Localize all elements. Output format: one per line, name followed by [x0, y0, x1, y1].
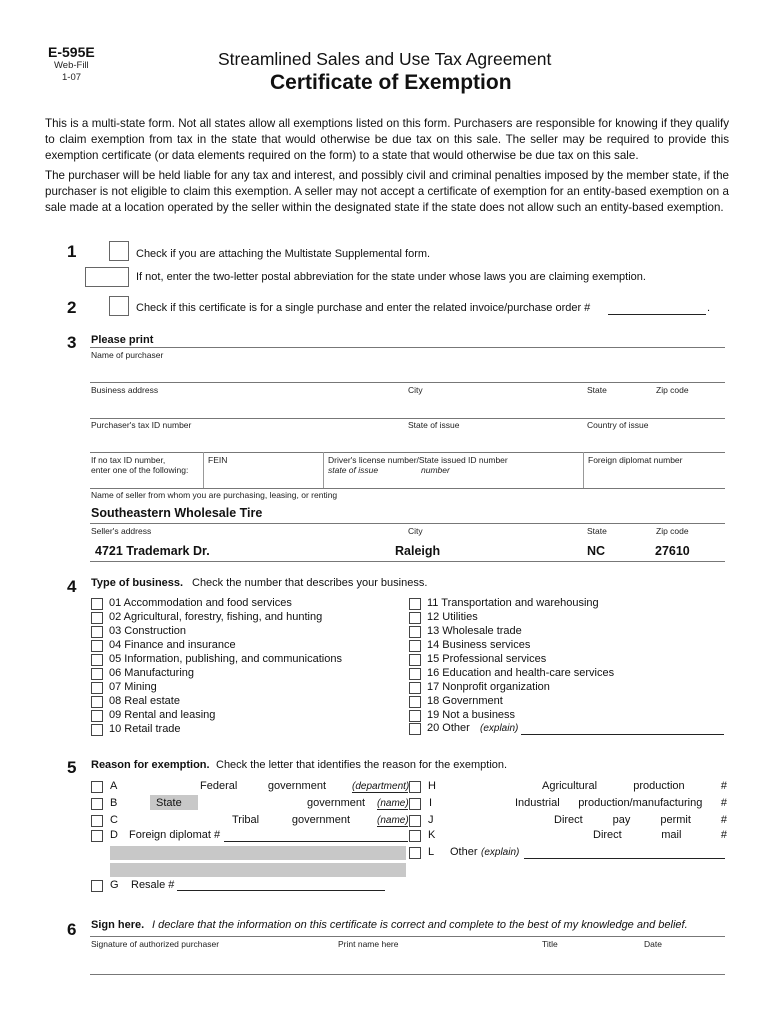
reason-b-word-1: State [156, 797, 182, 809]
reason-i-checkbox[interactable] [409, 798, 421, 810]
declaration-text: I declare that the information on this certificate is correct and complete to the best of my knowledge and belief. [152, 919, 688, 931]
reason-j-word-1: Direct [554, 814, 583, 826]
reason-j-text [554, 814, 727, 826]
business-type-checkbox-13[interactable] [409, 626, 421, 638]
form-id: E-595E [48, 44, 95, 60]
business-type-checkbox-12[interactable] [409, 612, 421, 624]
business-type-label-4: 04 Finance and insurance [109, 639, 236, 651]
date-label: Date [644, 939, 662, 949]
business-type-checkbox-17[interactable] [409, 682, 421, 694]
business-type-label-18: 18 Government [427, 695, 503, 707]
business-type-checkbox-18[interactable] [409, 696, 421, 708]
reason-b-field[interactable] [377, 809, 408, 810]
reason-k-word-2: mail [661, 829, 682, 841]
reason-h-checkbox[interactable] [409, 781, 421, 793]
id-divider-1 [203, 452, 204, 488]
signature-label: Signature of authorized purchaser [91, 939, 220, 949]
business-type-instruction: Check the number that describes your business. [192, 577, 428, 589]
reason-a-letter: A [110, 780, 118, 792]
seller-address-line [90, 561, 725, 562]
state-abbreviation-label: If not, enter the two-letter postal abbreviation for the state under whose laws you are claiming exemption. [136, 271, 646, 283]
seller-name-label: Name of seller from whom you are purchasing, leasing, or renting [91, 490, 338, 500]
business-type-checkbox-6[interactable] [91, 668, 103, 680]
reason-i-letter: I [429, 797, 433, 809]
reason-instruction: Check the letter that identifies the reason for the exemption. [216, 759, 508, 771]
sign-here-heading: Sign here. [91, 919, 145, 931]
reason-c-paren: (name) [377, 815, 409, 826]
reason-k-letter: K [428, 829, 436, 841]
business-type-checkbox-8[interactable] [91, 696, 103, 708]
tax-id-field[interactable] [90, 418, 725, 419]
signature-top-line [90, 936, 725, 937]
reason-b-letter: B [110, 797, 118, 809]
reason-h-word-3: # [720, 780, 727, 792]
multistate-supplemental-label: Check if you are attaching the Multistate Supplemental form. [136, 248, 431, 260]
intro-paragraph-2: The purchaser will be held liable for any tax and interest, and possibly civil and criminal penalties imposed by the member state, if the purchaser is not eligible to claim this exemption. A seller may not accept a certificate of exemption for an entity-based exemption on a sale made at a location operated by the seller within the designated state if the state does not allow such an entity-based exemption. [45, 169, 729, 214]
business-type-20-label: 20 Other [427, 722, 470, 734]
reason-i-word-2: production/manufacturing [578, 797, 703, 809]
seller-address-value[interactable]: 4721 Trademark Dr. [95, 544, 210, 558]
single-purchase-checkbox[interactable] [109, 296, 129, 316]
country-of-issue-label: Country of issue [587, 420, 649, 430]
reason-j-word-2: pay [612, 814, 631, 826]
business-type-label-10: 10 Retail trade [109, 723, 181, 735]
form-variant: Web-Fill [54, 60, 89, 71]
reason-d-letter: D [110, 829, 118, 841]
title-label: Title [542, 939, 558, 949]
reason-i-word-3: # [720, 797, 727, 809]
signature-field[interactable] [90, 974, 725, 975]
business-type-checkbox-15[interactable] [409, 654, 421, 666]
reason-h-word-1: Agricultural [542, 780, 598, 792]
invoice-number-field[interactable] [608, 314, 706, 315]
intro-paragraph-1: This is a multi-state form. Not all states allow all exemptions listed on this form. Purchasers are responsible for knowing if they qualify to claim exemption from tax in the state that would otherwise be due tax on this sale. The seller may be required to provide this exemption certificate (or data elements required on the form) to a state that would otherwise be due tax on this sale. [45, 117, 729, 162]
seller-name-value[interactable]: Southeastern Wholesale Tire [91, 506, 263, 520]
business-type-other-field[interactable] [521, 734, 724, 735]
section-1-number: 1 [67, 242, 77, 261]
section-6-number: 6 [67, 920, 77, 939]
reason-k-checkbox[interactable] [409, 830, 421, 842]
business-type-label-14: 14 Business services [427, 639, 531, 651]
business-type-label-13: 13 Wholesale trade [427, 625, 522, 637]
reason-l-explain: (explain) [481, 847, 520, 858]
state-of-issue-label: State of issue [408, 420, 460, 430]
reason-a-checkbox[interactable] [91, 781, 103, 793]
tax-id-label: Purchaser's tax ID number [91, 420, 192, 430]
business-type-label-6: 06 Manufacturing [109, 667, 194, 679]
id-divider-3 [583, 452, 584, 488]
business-type-label-7: 07 Mining [109, 681, 157, 693]
business-state-label: State [587, 385, 607, 395]
reason-d-field[interactable] [224, 841, 408, 842]
business-type-20-explain: (explain) [480, 723, 519, 734]
agreement-title: Streamlined Sales and Use Tax Agreement [218, 49, 552, 69]
reason-c-letter: C [110, 814, 118, 826]
reason-j-word-3: permit [660, 814, 691, 826]
reason-c-word-2: government [291, 814, 350, 826]
reason-h-word-2: production [633, 780, 685, 792]
reason-d-label: Foreign diplomat # [129, 829, 221, 841]
business-type-label-16: 16 Education and health-care services [427, 667, 615, 679]
seller-state-value[interactable]: NC [587, 544, 606, 558]
business-type-checkbox-7[interactable] [91, 682, 103, 694]
business-type-checkbox-11[interactable] [409, 598, 421, 610]
section-4-number: 4 [67, 577, 77, 596]
reason-l-field[interactable] [524, 858, 725, 859]
business-type-20-checkbox[interactable] [409, 723, 421, 735]
reason-l-label: Other [450, 846, 478, 858]
business-type-checkbox-10[interactable] [91, 724, 103, 736]
reason-i-word-1: Industrial [515, 797, 560, 809]
reason-c-field[interactable] [377, 826, 408, 827]
business-type-label-9: 09 Rental and leasing [109, 709, 216, 721]
business-type-label-12: 12 Utilities [427, 611, 478, 623]
reason-g-field[interactable] [177, 890, 385, 891]
reason-d-checkbox[interactable] [91, 830, 103, 842]
section-5-number: 5 [67, 758, 77, 777]
dl-number-label: number [421, 465, 450, 475]
business-type-label-15: 15 Professional services [427, 653, 547, 665]
business-type-checkbox-9[interactable] [91, 710, 103, 722]
business-address-field[interactable] [90, 382, 725, 383]
invoice-period: . [707, 302, 711, 314]
state-abbreviation-field[interactable] [85, 267, 129, 287]
fein-label[interactable]: FEIN [208, 455, 228, 465]
business-type-label-5: 05 Information, publishing, and communications [109, 653, 342, 665]
reason-c-text [232, 814, 350, 826]
business-type-label-2: 02 Agricultural, forestry, fishing, and hunting [109, 611, 323, 623]
business-type-checkbox-1[interactable] [91, 598, 103, 610]
id-divider-2 [323, 452, 324, 488]
business-type-checkbox-19[interactable] [409, 710, 421, 722]
multistate-supplemental-checkbox[interactable] [109, 241, 129, 261]
seller-state-label: State [587, 526, 607, 536]
reason-j-letter: J [428, 814, 434, 826]
seller-zip-label: Zip code [656, 526, 689, 536]
business-type-label-11: 11 Transportation and warehousing [427, 597, 599, 609]
reason-l-checkbox[interactable] [409, 847, 421, 859]
reason-g-label: Resale # [131, 879, 175, 891]
page-title: Certificate of Exemption [270, 71, 512, 94]
reason-c-word-1: Tribal [232, 814, 260, 826]
business-type-label-1: 01 Accommodation and food services [109, 597, 292, 609]
id-row-bottom-line [90, 488, 725, 489]
reason-b-paren: (name) [377, 798, 409, 809]
diplomat-number-label[interactable]: Foreign diplomat number [588, 455, 683, 465]
reason-h-text [542, 780, 727, 792]
print-name-label: Print name here [338, 939, 399, 949]
business-type-label-19: 19 Not a business [427, 709, 516, 721]
reason-b-word-2: government [307, 797, 366, 809]
reason-g-letter: G [110, 879, 119, 891]
business-zip-label: Zip code [656, 385, 689, 395]
business-city-label: City [408, 385, 423, 395]
reason-i-text [515, 797, 727, 809]
reason-e-disabled [110, 846, 406, 860]
reason-c-checkbox[interactable] [91, 815, 103, 827]
business-type-checkbox-14[interactable] [409, 640, 421, 652]
form-date: 1-07 [62, 72, 82, 83]
single-purchase-label: Check if this certificate is for a single purchase and enter the related invoice/purchase order # [136, 302, 591, 314]
reason-b-checkbox[interactable] [91, 798, 103, 810]
reason-k-word-1: Direct [593, 829, 622, 841]
business-type-checkbox-5[interactable] [91, 654, 103, 666]
purchaser-name-label: Name of purchaser [91, 350, 164, 360]
business-type-label-8: 08 Real estate [109, 695, 180, 707]
seller-name-line [90, 523, 725, 524]
seller-city-label: City [408, 526, 423, 536]
dl-state-label: state of issue [328, 465, 379, 475]
business-type-heading: Type of business. [91, 577, 184, 589]
reason-a-word-2: government [267, 780, 326, 792]
business-type-checkbox-2[interactable] [91, 612, 103, 624]
reason-l-letter: L [428, 846, 435, 858]
reason-k-text [593, 829, 727, 841]
seller-city-value[interactable]: Raleigh [395, 544, 441, 558]
reason-j-word-4: # [720, 814, 727, 826]
seller-address-label: Seller's address [91, 526, 152, 536]
reason-a-paren: (department) [352, 781, 410, 792]
drivers-license-label[interactable]: Driver's license number/State issued ID number [328, 455, 508, 465]
seller-zip-value[interactable]: 27610 [655, 544, 690, 558]
no-tax-id-label-2: enter one of the following: [91, 465, 189, 475]
reason-a-text [200, 780, 326, 792]
reason-a-field[interactable] [352, 792, 408, 793]
business-type-checkbox-16[interactable] [409, 668, 421, 680]
reason-g-checkbox[interactable] [91, 880, 103, 892]
reason-f-disabled [110, 863, 406, 877]
reason-j-checkbox[interactable] [409, 815, 421, 827]
no-tax-id-label-1: If no tax ID number, [91, 455, 166, 465]
reason-h-letter: H [428, 780, 436, 792]
business-address-label: Business address [91, 385, 159, 395]
business-type-label-17: 17 Nonprofit organization [427, 681, 550, 693]
please-print-label: Please print [91, 334, 154, 346]
id-row-top-line [90, 452, 725, 453]
section-2-number: 2 [67, 298, 77, 317]
reason-a-word-1: Federal [200, 780, 238, 792]
section-3-number: 3 [67, 333, 77, 352]
business-type-checkbox-3[interactable] [91, 626, 103, 638]
reason-k-word-3: # [720, 829, 727, 841]
reason-heading: Reason for exemption. [91, 759, 210, 771]
business-type-label-3: 03 Construction [109, 625, 187, 637]
business-type-checkbox-4[interactable] [91, 640, 103, 652]
purchaser-name-field[interactable] [90, 347, 725, 348]
